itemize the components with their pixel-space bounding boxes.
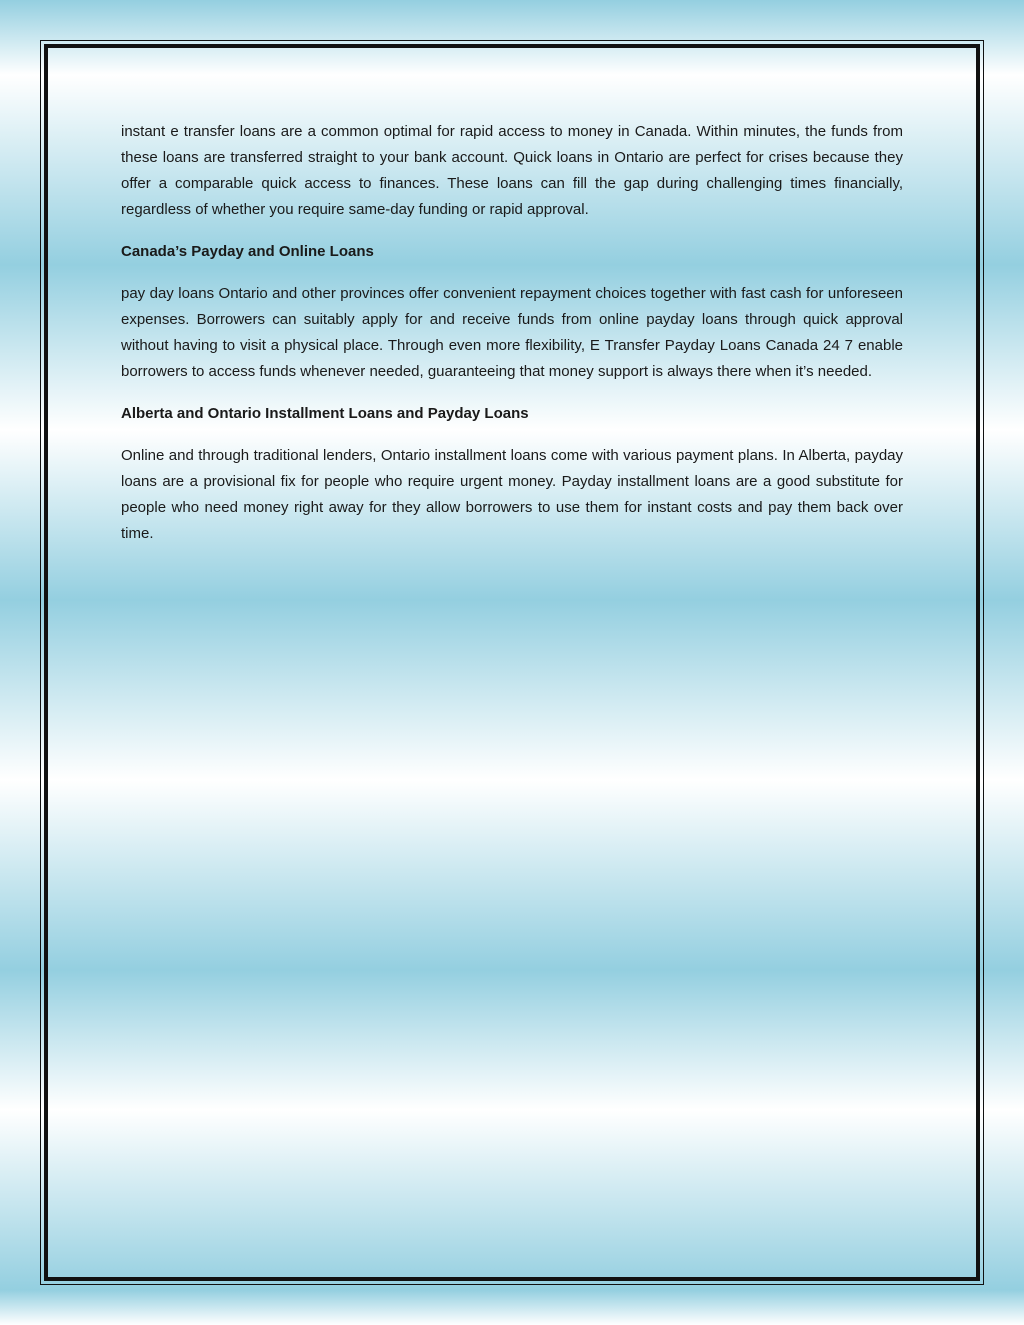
installment-loans-paragraph: Online and through traditional lenders, Ontario installment loans come with various payment plans. In Alberta, payday loans are a provisional fix for people who require urgent money. Payday installment loans are a good substitute for people who need money right away for they allow borrowers to use them for instant costs and pay them back over time. bbox=[121, 447, 903, 542]
section-heading-installment-loans: Alberta and Ontario Installment Loans and Payday Loans bbox=[121, 405, 529, 422]
document-body bbox=[121, 119, 903, 563]
section-heading-canada-payday: Canada’s Payday and Online Loans bbox=[121, 243, 374, 260]
canada-payday-paragraph: pay day loans Ontario and other provinces offer convenient repayment choices together with fast cash for unforeseen expenses. Borrowers can suitably apply for and receive funds from online payday loans through quick approval without having to visit a physical place. Through even more flexibility, E Transfer Payday Loans Canada 24 7 enable borrowers to access funds whenever needed, guaranteeing that money support is always there when it’s needed. bbox=[121, 285, 903, 380]
intro-paragraph: instant e transfer loans are a common optimal for rapid access to money in Canada. Within minutes, the funds from these loans are transferred straight to your bank account. Quick loans in Ontario are perfect for crises because they offer a comparable quick access to finances. These loans can fill the gap during challenging times financially, regardless of whether you require same-day funding or rapid approval. bbox=[121, 123, 903, 218]
